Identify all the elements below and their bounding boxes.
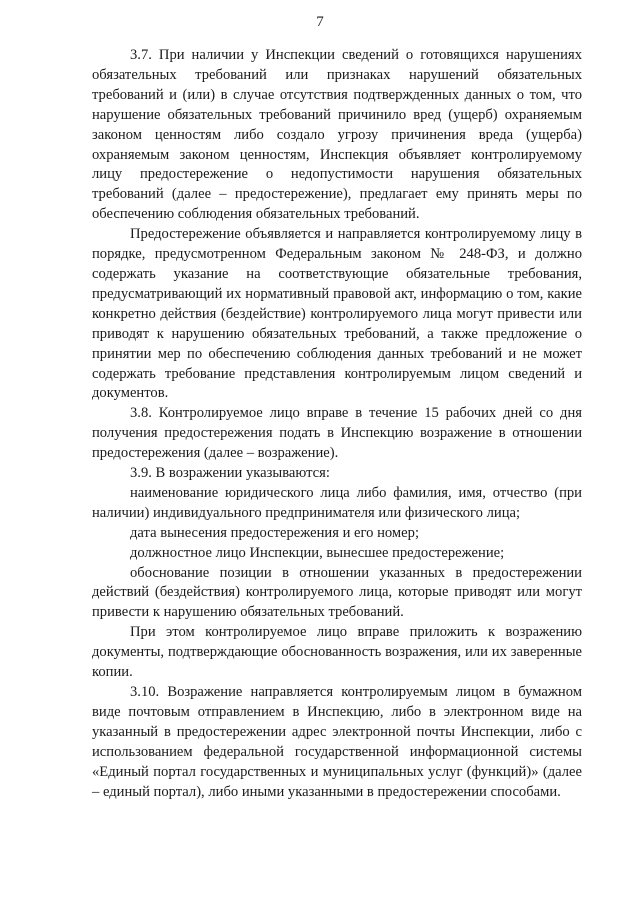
list-item-official: должностное лицо Инспекции, вынесшее предостережение; <box>130 544 505 561</box>
list-item-name: наименование юридического лица либо фамилия, имя, отчество (при наличии) индивидуального предпринимателя или физического лица; <box>92 484 582 521</box>
list-item-date: дата вынесения предостережения и его номер; <box>130 524 419 541</box>
paragraph-3-8: 3.8. Контролируемое лицо вправе в течение 15 рабочих дней со дня получения предостережения подать в Инспекцию возражение в отношении предостережения (далее – возражение). <box>92 405 582 462</box>
paragraph-attachments: При этом контролируемое лицо вправе приложить к возражению документы, подтверждающие обоснованность возражения, или их заверенные копии. <box>92 624 582 681</box>
paragraph-3-9: 3.9. В возражении указываются: <box>130 465 330 482</box>
document-body <box>92 46 582 802</box>
page-number: 7 <box>316 14 324 30</box>
paragraph-3-10: 3.10. Возражение направляется контролируемым лицом в бумажном виде почтовым отправлением в Инспекцию, либо в электронном виде на указанный в предостережении адрес электронной почты Инспекции, либо с использованием федеральной государственной информационной системы «Единый портал государственных и муниципальных услуг (функций)» (далее – единый портал), либо иными указанными в предостережении способами. <box>92 684 582 800</box>
paragraph-warning-details: Предостережение объявляется и направляется контролируемому лицу в порядке, предусмотренном Федеральным законом № 248-ФЗ, и должно содержать указание на соответствующие обязательные требования, предусматривающий их нормативный правовой акт, информацию о том, какие конкретно действия (бездействие) контролируемого лица могут привести или приводят к нарушению обязательных требований, а также предложение о принятии мер по обеспечению соблюдения данных требований и не может содержать требование представления контролируемым лицом сведений и документов. <box>92 226 582 402</box>
paragraph-3-7: 3.7. При наличии у Инспекции сведений о готовящихся нарушениях обязательных требований или признаках нарушений обязательных требований и (или) в случае отсутствия подтвержденных данных о том, что нарушение обязательных требований причинило вред (ущерб) охраняемым законом ценностям либо создало угрозу причинения вреда (ущерба) охраняемым законом ценностям, Инспекция объявляет контролируемому лицу предостережение о недопустимости нарушения обязательных требований (далее – предостережение), предлагает ему принять меры по обеспечению соблюдения обязательных требований. <box>92 47 582 223</box>
list-item-justification: обоснование позиции в отношении указанных в предостережении действий (бездействия) контролируемого лица, которые приводят или могут привести к нарушению обязательных требований. <box>92 564 582 621</box>
